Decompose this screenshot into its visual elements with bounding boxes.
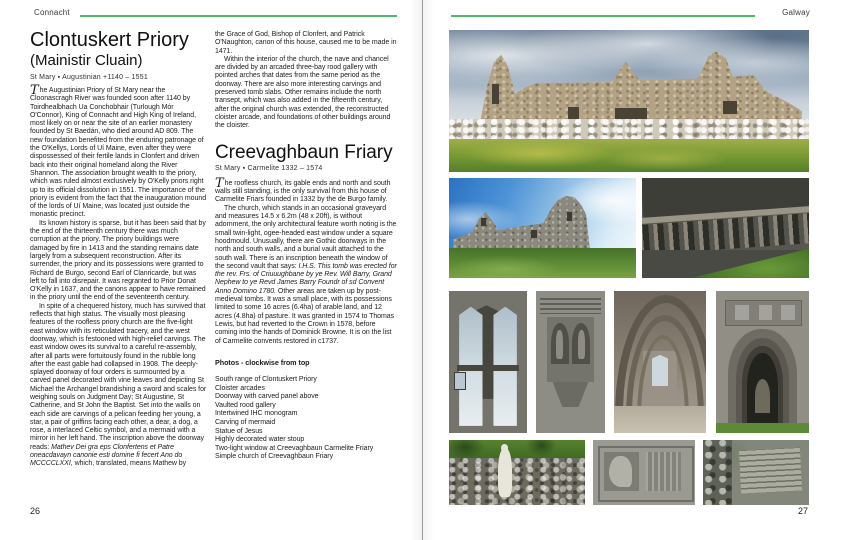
photo-rood-gallery xyxy=(614,291,706,433)
window-opening xyxy=(492,84,499,104)
paragraph-text: Within the interior of the church, the nave and chancel are divided by an arcaded three-bay rood gallery with pointed arches that dates from the same period as the doorway. There are also more interesting carvings and preserved tomb slabs. Other remains include the north transept, which was also added in the fifteenth century, after the original church was extended, the reconstructed cloister arcade, and foundations of other buildings around the cloister. xyxy=(215,55,391,130)
window-opening xyxy=(723,101,737,114)
carved-figure xyxy=(556,330,563,358)
knobby-stones xyxy=(703,440,732,505)
photo-statue-of-jesus xyxy=(449,440,585,505)
article-title-clontuskert: Clontuskert Priory xyxy=(30,29,189,51)
photo-caption: South range of Clontuskert Priory xyxy=(215,376,317,384)
article-meta-clontuskert: St Mary ▪ Augustinian +1140 – 1551 xyxy=(30,74,148,81)
photo-captions-list xyxy=(215,376,397,462)
paragraph xyxy=(30,220,207,303)
paragraph xyxy=(215,56,397,131)
page-fold-line xyxy=(422,0,423,540)
window-opening xyxy=(615,108,647,119)
comb-pattern-relief xyxy=(646,452,681,491)
photo-doorway xyxy=(716,291,809,433)
paragraph-text: the Grace of God, Bishop of Clonfert, and Patrick O'Naughton, canon of this house, caused me to be made in 1471. xyxy=(215,31,397,55)
paragraph xyxy=(30,83,207,220)
photo-cloister-arcades xyxy=(642,178,809,278)
green-rule-right xyxy=(451,15,755,17)
page-number-left: 26 xyxy=(30,506,41,516)
relief-figure xyxy=(735,305,748,320)
inscription-tomb: I.H.S. This tomb was erected for the rev. Frs. of Criuuughbane by ye Rev. Will Barry, Grand Nephew to ye Revd James Barry Foundr of sd Convent Anno Domino 1780. xyxy=(215,262,397,295)
photo-water-stoup xyxy=(536,291,605,433)
photo-ihc-monogram xyxy=(703,440,809,505)
article-meta-creevaghbaun: St Mary ▪ Carmelite 1332 – 1574 xyxy=(215,164,323,172)
paragraph-text: he Augustinian Priory of St Mary near the Cloonascragh River was founded soon after 1140 by Toirdhealbhach Ua Conchobhair (Turlough Mór O'Connor), King of Connacht and High King of Ireland, most likely on or near the site of an earlier monastery founded by St Baedán, who died around AD 809. The new foundation benefited from the enduring patronage of the O'Kellys, Lords of Uí Maine, even after they were dispossessed of their fertile lands in Clonfert and driven back into their original homeland along the River Shannon. The association brought wealth to the priory, which was ruled almost exclusively by O'Kelly priors right up to its official dissolution in 1551. The importance of the priory is evident from the fact that the inauguration mound of the lords of Uí Maine, was located just outside the monastic precinct. xyxy=(30,87,207,219)
paragraph-text: Its known history is sparse, but it has been said that by the end of the thirteenth century there was much corruption at the priory. The priory buildings were damaged by fire in 1413 and the standing remains date largely from a subsequent reconstruction. After its surrender, the priory and its possessions were granted to Richard de Burgo, second Earl of Clanricarde, but was left to fall into disrepair. It was regranted to Prior Donat O'Kelly in 1637, and the canons appear to have remained in the priory until the end of the seventeenth century. xyxy=(30,219,206,302)
drop-cap: T xyxy=(215,175,224,191)
photo-caption: Highly decorated water stoup xyxy=(215,436,305,444)
region-header-galway: Galway xyxy=(782,8,810,17)
photo-caption: Carving of mermaid xyxy=(215,419,276,427)
paragraph-text: he roofless church, its gable ends and north and south walls still standing, is the only survival from this house of Carmelite Friars founded in 1332 by the de Burgo family. xyxy=(215,179,391,204)
window-transom xyxy=(457,365,519,371)
photo-two-light-window xyxy=(449,291,527,433)
grass-field xyxy=(449,139,809,172)
photo-creevaghbaun-church xyxy=(449,178,636,278)
paragraph xyxy=(215,205,397,346)
text-column-2 xyxy=(215,31,397,462)
relief-figure xyxy=(781,305,794,320)
end-window xyxy=(652,355,669,386)
carved-panel xyxy=(725,300,801,326)
photo-caption: Two-light window at Creevaghbaun Carmelite Friary xyxy=(215,444,374,452)
niche-recess xyxy=(572,323,590,363)
text-column-1 xyxy=(30,83,207,469)
rubble-wall xyxy=(449,458,585,505)
statue-head xyxy=(501,444,508,452)
small-wall-opening xyxy=(454,372,466,390)
photo-caption: Statue of Jesus xyxy=(215,427,263,435)
window-opening xyxy=(481,218,487,226)
relief-figure xyxy=(759,305,772,320)
niche-recess xyxy=(551,323,569,363)
stoup-bowl xyxy=(553,382,589,408)
paragraph xyxy=(215,175,397,205)
grass-field xyxy=(449,248,636,278)
article-subtitle-irish: (Mainistir Cluain) xyxy=(30,52,143,69)
photo-caption: Vaulted rood gallery xyxy=(215,401,276,409)
window-opening xyxy=(531,230,537,238)
inscription-latin: Mathev Dei gra eps Clonfertens et Patre oneacdavayn canonie esti domine fi fecert Ano do MCCCCLXXI, xyxy=(30,443,183,468)
photo-mermaid-carving xyxy=(593,440,695,505)
window-opening xyxy=(567,212,573,221)
photo-caption: Simple church of Creevaghbaun Friary xyxy=(215,453,334,461)
monogram-slab xyxy=(739,448,803,494)
paragraph-text: which, translated, means Mathew by xyxy=(72,460,187,468)
green-rule-left xyxy=(80,15,397,17)
paragraph xyxy=(215,31,397,56)
paragraph-text: The church, which stands in an occasional graveyard and measures 14.5 x 6.2m (48 x 20ft), is without adornment, the only architectural feature worth noting is the small twin-light, ogee-headed east window under a square hoodmould. Unusually, there are Gothic doorways in the north and south walls, and a burial vault attached to the south wall. There is an inscription beneath the window of the second vault that says: xyxy=(215,204,397,270)
paragraph-text: Other areas are taken up by post-medieval tombs. It was a small place, with its possessions limited to some 16 acres (6.4ha) of arable land, and 12 acres (4.8ha) of pasture. It was granted in 1574 to Thomas Lewis, but had reverted to the Crown in 1578, before coming into the hands of Dominick Browne. It is on the list of Carmelite convents restored in c1737. xyxy=(215,287,395,345)
carved-figure xyxy=(578,330,585,358)
grass-strip xyxy=(716,423,809,433)
photo-south-range xyxy=(449,30,809,172)
paragraph-text: In spite of a chequered history, much has survived that reflects that high status. The visually most pleasing features of the roofless priory church are the five-light east window with its reticulated tracery, and the west doorway, which is festooned with high-relief carvings. The east window owes its survival to a careful re-assembly, after all parts were fortuitously found in the rubble long after the east gable had collapsed in 1908. The deeply-splayed doorway of four orders is surmounted by a carved panel decorated with vine leaves and depicting St Michael the Archangel brandishing a sword and scales for weighing souls on Judgment Day; St Augustine, St Catherine, and St John the Baptist. Set into the walls on each side are carvings of a pelican feeding her young, a star, a pair of griffins facing each other, a dear, a dog, a rose, a interlaced Celtic symbol, and a mermaid with a mirror in her left hand. The inscription above the doorway reads: xyxy=(30,302,207,451)
paragraph xyxy=(30,303,207,469)
carved-cornice xyxy=(540,298,601,314)
page-number-right: 27 xyxy=(797,506,808,516)
drop-cap: T xyxy=(30,83,39,98)
article-title-creevaghbaun: Creevaghbaun Friary xyxy=(215,141,393,163)
photo-caption: Cloister arcades xyxy=(215,384,265,392)
field-and-hedge xyxy=(449,440,585,458)
photo-captions-heading: Photos - clockwise from top xyxy=(215,357,310,367)
far-interior-arch xyxy=(755,379,770,413)
stone-floor xyxy=(614,406,706,433)
statue-body xyxy=(498,448,512,497)
carved-niche-block xyxy=(547,317,594,382)
photo-caption: Doorway with carved panel above xyxy=(215,393,319,401)
photo-caption: Intertwined IHC monogram xyxy=(215,410,298,418)
mermaid-relief xyxy=(609,456,631,487)
region-header-connacht: Connacht xyxy=(34,8,70,17)
